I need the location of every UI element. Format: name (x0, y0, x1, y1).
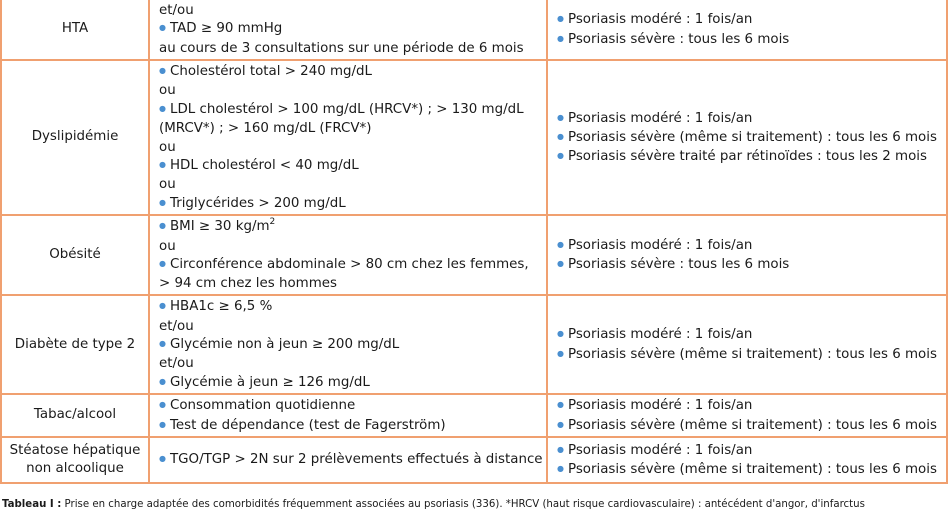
criteria-cell (149, 437, 547, 483)
criteria-line: > 94 cm chez les hommes (159, 276, 337, 292)
followup-line: ● Psoriasis modéré : 1 fois/an (557, 11, 942, 30)
condition-cell: Diabète de type 2 (1, 295, 149, 394)
followup-line: ● Psoriasis modéré : 1 fois/an (557, 110, 942, 129)
criteria-cell (149, 394, 547, 437)
table-row (1, 437, 947, 483)
criteria-line: ● Consommation quotidienne (159, 397, 542, 416)
criteria-line: ● TAD ≥ 90 mmHg (159, 20, 542, 39)
criteria-cell (149, 0, 547, 60)
criteria-line: ● LDL cholestérol > 100 mg/dL (HRCV*) ; > 130 mg/dL (159, 101, 542, 120)
bmi-text: BMI ≥ 30 kg/m (169, 219, 270, 235)
condition-cell: Tabac/alcool (1, 394, 149, 437)
followup-cell (547, 295, 947, 394)
table-row (1, 60, 947, 215)
condition-cell: Obésité (1, 215, 149, 295)
caption-label: Tableau I : (2, 499, 62, 510)
criteria-line: ou (159, 177, 176, 193)
criteria-line: au cours de 3 consultations sur une période de 6 mois (159, 40, 524, 56)
bmi-superscript: 2 (269, 216, 276, 227)
criteria-line: et/ou (159, 3, 194, 18)
followup-line: ● Psoriasis sévère : tous les 6 mois (557, 31, 942, 50)
criteria-line: ● Test de dépendance (test de Fagerström) (159, 417, 542, 436)
criteria-line (159, 218, 542, 237)
followup-line: ● Psoriasis sévère (même si traitement) : tous les 6 mois (557, 461, 942, 480)
followup-cell (547, 0, 947, 60)
followup-line: ● Psoriasis sévère traité par rétinoïdes : tous les 2 mois (557, 148, 942, 167)
condition-cell: Dyslipidémie (1, 60, 149, 215)
criteria-cell (149, 60, 547, 215)
followup-line: ● Psoriasis modéré : 1 fois/an (557, 237, 942, 256)
criteria-line: ● HDL cholestérol < 40 mg/dL (159, 157, 542, 176)
criteria-line: ● Triglycérides > 200 mg/dL (159, 195, 542, 214)
condition-cell (1, 437, 149, 483)
criteria-line: et/ou (159, 356, 194, 372)
criteria-line: ● Glycémie non à jeun ≥ 200 mg/dL (159, 336, 542, 355)
followup-line: ● Psoriasis sévère (même si traitement) : tous les 6 mois (557, 129, 942, 148)
condition-line: non alcoolique (26, 461, 124, 477)
condition-cell: HTA (1, 0, 149, 60)
table-row (1, 394, 947, 437)
condition-line: Stéatose hépatique (9, 442, 141, 458)
table-row (1, 295, 947, 394)
followup-line: ● Psoriasis sévère (même si traitement) : tous les 6 mois (557, 346, 942, 365)
followup-line: ● Psoriasis sévère (même si traitement) : tous les 6 mois (557, 417, 942, 436)
criteria-line: ou (159, 83, 176, 99)
criteria-line: ou (159, 139, 176, 155)
criteria-cell (149, 215, 547, 295)
followup-cell (547, 215, 947, 295)
criteria-line: ● HBA1c ≥ 6,5 % (159, 298, 542, 317)
table-row (1, 0, 947, 60)
criteria-line: et/ou (159, 318, 194, 334)
followup-line: ● Psoriasis modéré : 1 fois/an (557, 397, 942, 416)
criteria-cell (149, 295, 547, 394)
criteria-line: ● Cholestérol total > 240 mg/dL (159, 63, 542, 82)
followup-cell (547, 437, 947, 483)
criteria-line: (MRCV*) ; > 160 mg/dL (FRCV*) (159, 121, 372, 137)
followup-line: ● Psoriasis modéré : 1 fois/an (557, 326, 942, 345)
followup-cell (547, 394, 947, 437)
criteria-line: ● Circonférence abdominale > 80 cm chez les femmes, (159, 256, 542, 275)
caption-text: Prise en charge adaptée des comorbidités fréquemment associées au psoriasis (336). *HRCV (haut risque cardiovasculaire) : antécédent d'angor, d'infarctus (61, 499, 865, 510)
table-caption (2, 499, 865, 510)
followup-cell (547, 60, 947, 215)
followup-line: ● Psoriasis sévère : tous les 6 mois (557, 256, 942, 275)
table-row (1, 215, 947, 295)
followup-line: ● Psoriasis modéré : 1 fois/an (557, 442, 942, 461)
criteria-line: ou (159, 238, 176, 254)
criteria-line: ● Glycémie à jeun ≥ 126 mg/dL (159, 374, 542, 393)
criteria-line: ● TGO/TGP > 2N sur 2 prélèvements effectués à distance (159, 451, 542, 470)
